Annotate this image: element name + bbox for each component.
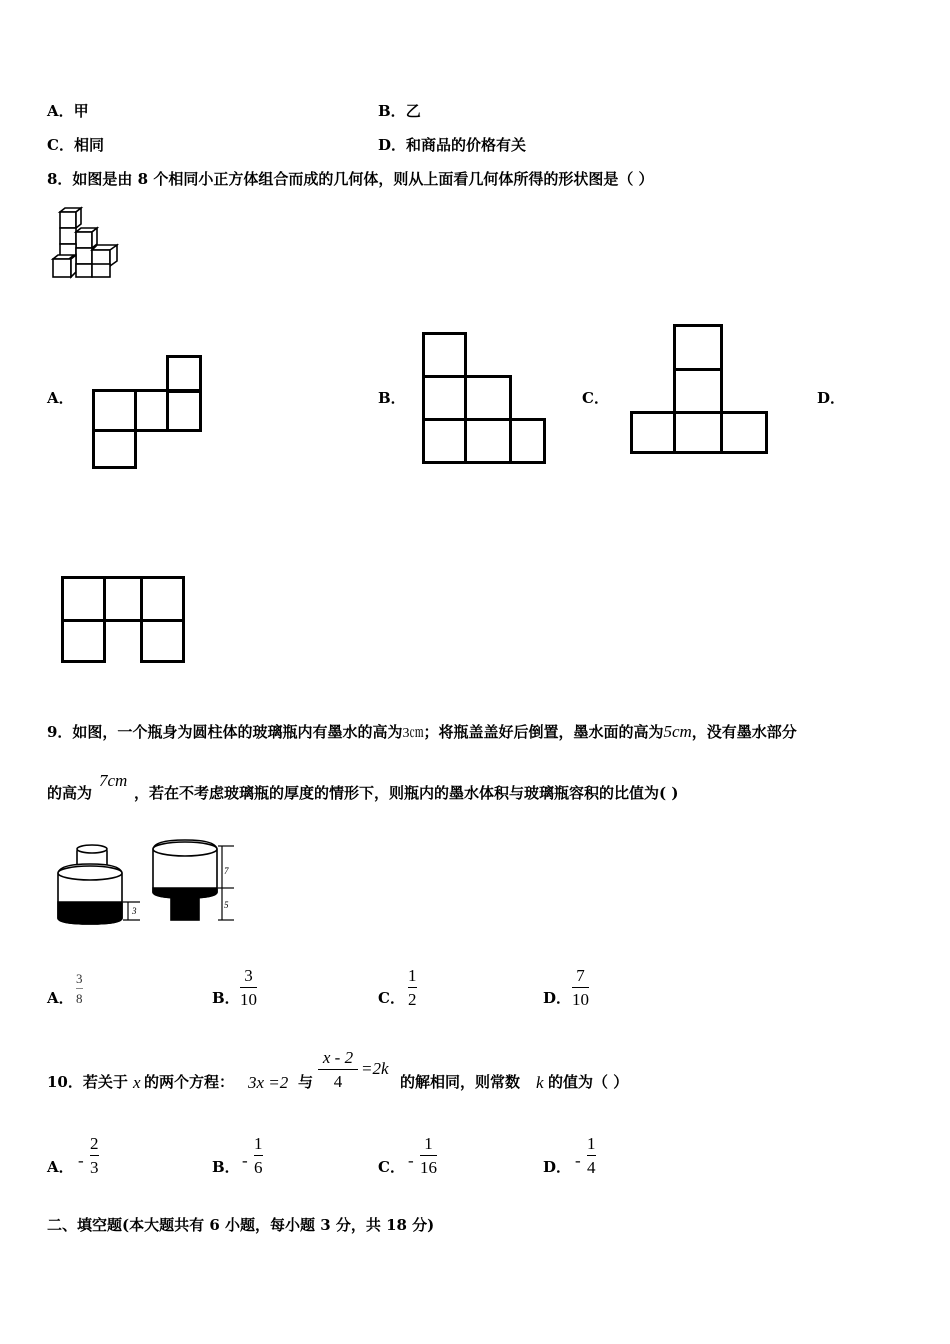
option-text: 相同 — [73, 136, 104, 154]
square — [140, 619, 185, 663]
denominator: 6 — [254, 1158, 263, 1177]
square — [92, 429, 137, 469]
square — [673, 324, 723, 371]
q10-option-a-fraction — [90, 1135, 99, 1176]
square — [140, 576, 185, 622]
q9-option-b-fraction — [240, 967, 257, 1008]
square — [630, 411, 676, 454]
square — [509, 418, 546, 464]
q10-option-d-label: D． — [543, 1158, 572, 1176]
q10-stem-b: 的两个方程： — [144, 1073, 235, 1091]
square — [673, 368, 723, 414]
q8-option-a-label: A． — [47, 389, 74, 407]
square — [422, 418, 467, 464]
denominator: 10 — [240, 990, 257, 1009]
square — [422, 332, 467, 378]
fraction-bar — [420, 1155, 437, 1156]
q10-option-d-fraction — [587, 1135, 596, 1176]
denominator: 10 — [572, 990, 589, 1009]
denominator: 8 — [76, 991, 83, 1006]
option-text: 和商品的价格有关 — [406, 136, 527, 154]
q9-label-3: 3 — [132, 906, 137, 916]
q9-unit2: 5cm — [663, 722, 692, 741]
denominator: 4 — [333, 1072, 343, 1091]
denominator: 3 — [90, 1158, 99, 1177]
numerator: 3 — [244, 966, 253, 985]
q10-option-d-sign: - — [575, 1151, 581, 1170]
numerator: 3 — [76, 971, 83, 986]
q9-label-7: 7 — [224, 866, 229, 876]
q10-stem-c: 与 — [298, 1073, 314, 1091]
option-text: 甲 — [73, 102, 89, 120]
q9-stem-line2-b: ，若在不考虑玻璃瓶的厚度的情形下，则瓶内的墨水体积与玻璃瓶容积的比值为( ) — [134, 784, 679, 802]
q10-option-c-label: C． — [378, 1158, 405, 1176]
numerator: 1 — [254, 1134, 263, 1153]
q9-option-d-fraction — [572, 967, 589, 1008]
option-label: B． — [378, 102, 406, 120]
q10-option-b-sign: - — [242, 1151, 248, 1170]
q10-option-b-fraction — [254, 1135, 263, 1176]
square — [134, 389, 169, 432]
numerator: x - 2 — [322, 1048, 354, 1067]
q8-cube-figure — [50, 208, 135, 283]
option-text: 乙 — [405, 102, 421, 120]
q8-option-c-label: C． — [582, 389, 609, 407]
q10-eq2-fraction — [318, 1049, 358, 1090]
numerator: 1 — [587, 1134, 596, 1153]
fraction-bar — [572, 987, 589, 988]
fraction-bar — [90, 1155, 99, 1156]
fraction-bar — [240, 987, 257, 988]
fraction-bar — [318, 1069, 358, 1070]
q9-option-c-label: C． — [378, 989, 405, 1007]
q10-stem-d: 的解相同，则常数 — [400, 1073, 521, 1091]
square — [464, 418, 512, 464]
q9-stem-part1: 9．如图，一个瓶身为圆柱体的玻璃瓶内有墨水的高为 — [47, 723, 403, 741]
q9-unit3: 7cm — [99, 771, 128, 790]
q9-stem-line2-a: 的高为 — [47, 784, 93, 802]
q10-var-k: k — [536, 1073, 544, 1092]
q7-option-c — [47, 138, 104, 153]
fraction-bar — [76, 988, 83, 989]
square — [61, 576, 106, 622]
square — [720, 411, 768, 454]
q10-option-c-fraction — [420, 1135, 437, 1176]
numerator: 7 — [576, 966, 585, 985]
q9-stem-part2: ；将瓶盖盖好后倒置，墨水面的高为 — [423, 723, 664, 741]
numerator: 1 — [424, 1134, 433, 1153]
square — [166, 355, 202, 393]
q9-stem-line1 — [47, 723, 797, 741]
square — [673, 411, 723, 454]
denominator: 16 — [420, 1158, 437, 1177]
square — [166, 389, 202, 432]
q9-stem-part3: ，没有墨水部分 — [691, 723, 797, 741]
q9-option-d-label: D． — [543, 989, 572, 1007]
q10-option-b-label: B． — [212, 1158, 240, 1176]
square — [103, 576, 143, 622]
q7-option-b — [378, 104, 421, 119]
section-2-heading: 二、填空题(本大题共有 6 小题，每小题 3 分，共 18 分) — [47, 1216, 435, 1234]
q9-option-a-fraction — [76, 972, 83, 1005]
q9-unit1: 3㎝ — [402, 726, 424, 741]
denominator: 4 — [587, 1158, 596, 1177]
fraction-bar — [254, 1155, 263, 1156]
option-label: C． — [47, 136, 74, 154]
square — [92, 389, 137, 432]
q9-label-5: 5 — [224, 900, 229, 910]
q8-stem: 8．如图是由 8 个相同小正方体组合而成的几何体，则从上面看几何体所得的形状图是（ ） — [47, 170, 654, 188]
q10-option-a-label: A． — [47, 1158, 74, 1176]
q9-option-a-label: A． — [47, 989, 74, 1007]
q10-option-a-sign: - — [78, 1151, 84, 1170]
q7-option-d — [378, 138, 526, 153]
q10-var-x: x — [133, 1073, 141, 1092]
option-label: A． — [47, 102, 74, 120]
fraction-bar — [408, 987, 417, 988]
square — [464, 375, 512, 421]
q7-option-a — [47, 104, 89, 119]
numerator: 2 — [90, 1134, 99, 1153]
q10-option-c-sign: - — [408, 1151, 414, 1170]
q10-eq1: 3x =2 — [248, 1073, 289, 1092]
q10-eq2-rhs: =2k — [361, 1059, 389, 1078]
q8-option-b-label: B． — [378, 389, 406, 407]
square — [61, 619, 106, 663]
q9-option-c-fraction — [408, 967, 417, 1008]
q8-option-d-label: D． — [817, 389, 846, 407]
numerator: 1 — [408, 966, 417, 985]
denominator: 2 — [408, 990, 417, 1009]
fraction-bar — [587, 1155, 596, 1156]
q10-stem-a: 10．若关于 — [47, 1073, 128, 1091]
option-label: D． — [378, 136, 407, 154]
q9-option-b-label: B． — [212, 989, 240, 1007]
q9-bottle-figure — [50, 840, 240, 930]
square — [422, 375, 467, 421]
q10-stem-e: 的值为（ ） — [548, 1073, 629, 1091]
